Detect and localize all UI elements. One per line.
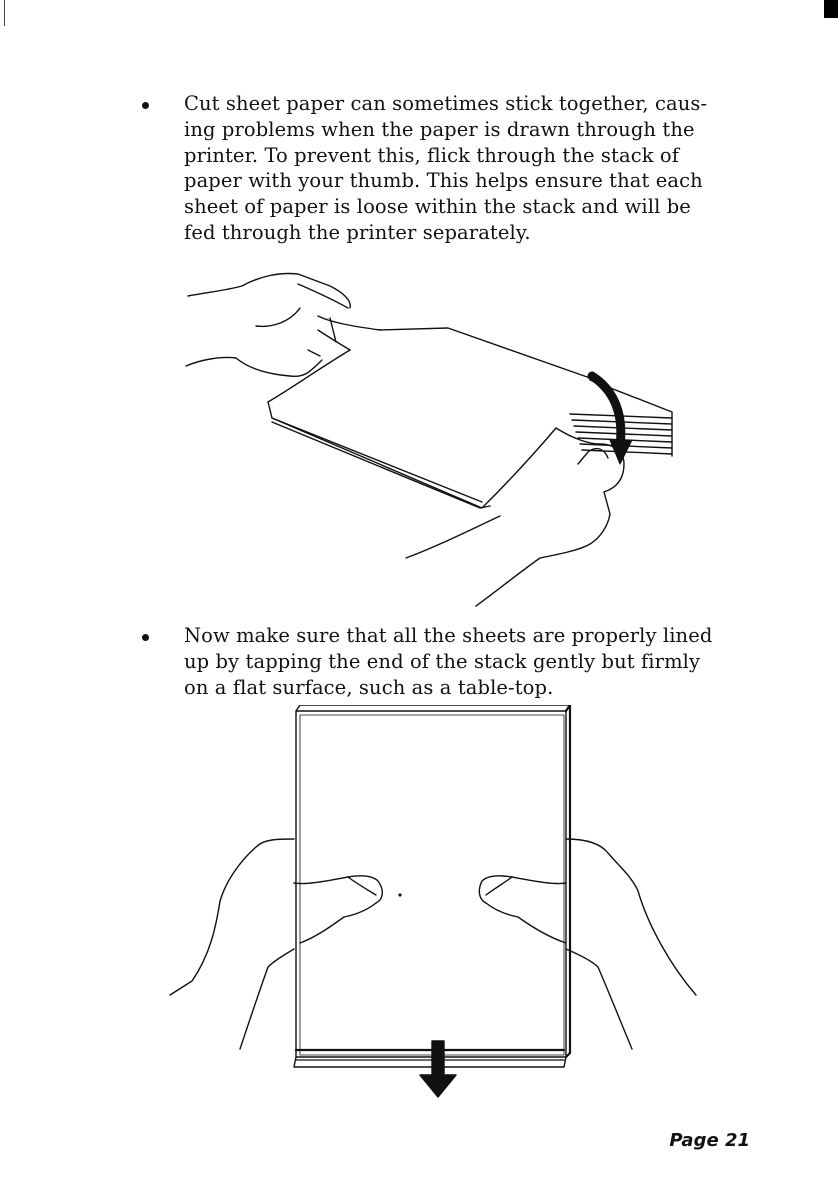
text-line: Cut sheet paper can sometimes stick together, caus-	[184, 92, 708, 115]
scan-edge-mark	[4, 0, 5, 26]
text-line: fed through the printer separately.	[184, 220, 531, 244]
bullet-text	[184, 623, 758, 700]
bullet-item-tap-stack	[138, 623, 758, 700]
text-line: sheet of paper is loose within the stack and will be	[184, 195, 691, 219]
bullet-text	[184, 91, 758, 246]
text-line: printer. To prevent this, flick through the stack of	[184, 143, 680, 167]
text-line: ing problems when the paper is drawn through the	[184, 117, 695, 141]
page-corner-mark	[824, 0, 838, 18]
text-line: on a flat surface, such as a table-top.	[184, 675, 554, 699]
tapping-paper-illustration	[160, 705, 720, 1105]
bullet-item-flick-paper	[138, 91, 758, 246]
page-number: Page 21	[669, 1130, 750, 1151]
bullet-dot	[142, 634, 149, 641]
text-line: Now make sure that all the sheets are properly lined	[184, 624, 713, 647]
bullet-dot	[142, 102, 149, 109]
text-line: paper with your thumb. This helps ensure that each	[184, 169, 703, 193]
flicking-paper-illustration	[180, 268, 680, 613]
text-line: up by tapping the end of the stack gently but firmly	[184, 649, 701, 673]
